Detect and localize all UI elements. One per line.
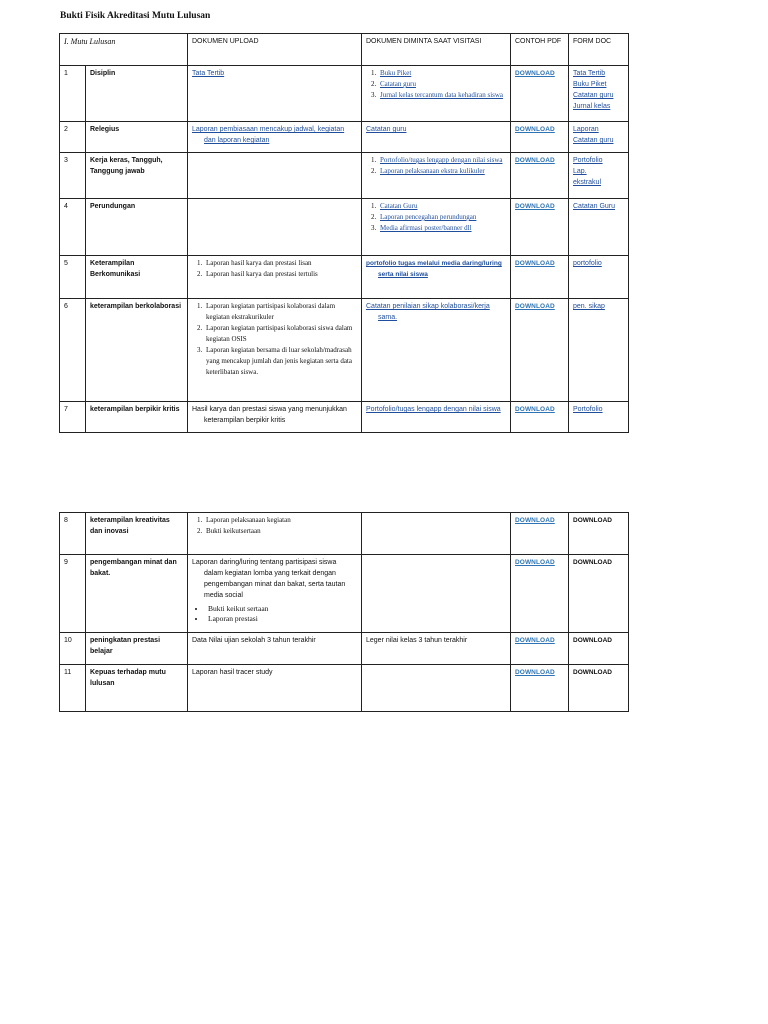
visit-link[interactable]: Laporan pelaksanaan ekstra kulikuler bbox=[380, 167, 485, 175]
upload-item: 2. Laporan hasil karya dan prestasi tertulis bbox=[204, 269, 357, 280]
visit-text: Leger nilai kelas 3 tahun terakhir bbox=[362, 633, 511, 665]
table-row bbox=[60, 199, 629, 256]
visit-link[interactable]: Media afirmasi poster/banner dll bbox=[380, 224, 472, 232]
table-header-row bbox=[60, 34, 629, 66]
visit-empty bbox=[362, 555, 511, 633]
upload-item: 2. Bukti keikutsertaan bbox=[204, 526, 357, 537]
visit-link[interactable]: Catatan guru bbox=[380, 80, 416, 88]
row-number: 4 bbox=[60, 199, 86, 256]
doc-link[interactable]: Tata Tertib bbox=[573, 70, 606, 77]
upload-list bbox=[192, 258, 357, 280]
upload-list bbox=[192, 515, 357, 537]
table-row bbox=[60, 513, 629, 555]
upload-text: Hasil karya dan prestasi siswa yang menunjukkan keterampilan berpikir kritis bbox=[192, 406, 347, 424]
upload-empty bbox=[188, 153, 362, 199]
row-criterion: keterampilan berkolaborasi bbox=[86, 299, 188, 402]
row-number: 6 bbox=[60, 299, 86, 402]
table-row bbox=[60, 256, 629, 299]
pdf-download-link[interactable]: DOWNLOAD bbox=[515, 406, 555, 413]
table-row bbox=[60, 153, 629, 199]
upload-link[interactable]: Tata Tertib bbox=[192, 70, 225, 77]
row-criterion: Disiplin bbox=[86, 66, 188, 122]
doc-link[interactable]: ekstrakul bbox=[573, 179, 602, 186]
upload-item: 1. Laporan hasil karya dan prestasi lisan bbox=[204, 258, 357, 269]
row-criterion: keterampilan kreativitas dan inovasi bbox=[86, 513, 188, 555]
visit-link[interactable]: Portofolio/tugas lengapp dengan nilai siswa bbox=[380, 156, 503, 164]
table-mutu-lulusan-part2 bbox=[59, 512, 629, 712]
upload-item: 1. Laporan kegiatan partisipasi kolaborasi dalam kegiatan ekstrakurikuler bbox=[204, 301, 357, 323]
upload-list bbox=[192, 301, 357, 378]
table-row bbox=[60, 299, 629, 402]
row-number: 10 bbox=[60, 633, 86, 665]
row-criterion: pengembangan minat dan bakat. bbox=[86, 555, 188, 633]
upload-bullet-item: • Bukti keikut sertaan bbox=[206, 604, 357, 614]
pdf-download-link[interactable]: DOWNLOAD bbox=[515, 303, 555, 310]
document-title: Bukti Fisik Akreditasi Mutu Lulusan bbox=[60, 11, 211, 21]
header-dokumen-visitasi: DOKUMEN DIMINTA SAAT VISITASI bbox=[362, 34, 511, 66]
doc-link[interactable]: Catatan Guru bbox=[573, 203, 616, 210]
visit-link[interactable]: Portofolio/tugas lengapp dengan nilai siswa bbox=[366, 406, 501, 413]
upload-bullet-list bbox=[192, 604, 357, 624]
doc-download-link[interactable]: DOWNLOAD bbox=[573, 669, 612, 676]
visit-link[interactable]: Buku Piket bbox=[380, 69, 412, 77]
row-criterion: keterampilan berpikir kritis bbox=[86, 402, 188, 433]
header-mutu-lulusan: I. Mutu Lulusan bbox=[60, 34, 188, 66]
doc-link[interactable]: Catatan guru bbox=[573, 92, 614, 99]
row-number: 3 bbox=[60, 153, 86, 199]
row-number: 8 bbox=[60, 513, 86, 555]
upload-empty bbox=[188, 199, 362, 256]
table-row bbox=[60, 402, 629, 433]
pdf-download-link[interactable]: DOWNLOAD bbox=[515, 517, 555, 524]
table-mutu-lulusan-part1 bbox=[59, 33, 629, 433]
visit-empty bbox=[362, 513, 511, 555]
row-number: 2 bbox=[60, 122, 86, 153]
visit-list bbox=[366, 68, 506, 101]
table-row bbox=[60, 122, 629, 153]
row-criterion: Keterampilan Berkomunikasi bbox=[86, 256, 188, 299]
visit-link[interactable]: Jurnal kelas tercantum data kehadiran siswa bbox=[380, 91, 504, 99]
row-number: 11 bbox=[60, 665, 86, 712]
upload-bullet-item: • Laporan prestasi bbox=[206, 614, 357, 624]
pdf-download-link[interactable]: DOWNLOAD bbox=[515, 157, 555, 164]
table-row bbox=[60, 555, 629, 633]
table-row bbox=[60, 66, 629, 122]
doc-link[interactable]: Portofolio bbox=[573, 157, 603, 164]
upload-text: Data Nilai ujian sekolah 3 tahun terakhir bbox=[188, 633, 362, 665]
upload-item: 1. Laporan pelaksanaan kegiatan bbox=[204, 515, 357, 526]
upload-item: 2. Laporan kegiatan partisipasi kolaborasi siswa dalam kegiatan OSIS bbox=[204, 323, 357, 345]
row-criterion: peningkatan prestasi belajar bbox=[86, 633, 188, 665]
header-dokumen-upload: DOKUMEN UPLOAD bbox=[188, 34, 362, 66]
row-number: 1 bbox=[60, 66, 86, 122]
pdf-download-link[interactable]: DOWNLOAD bbox=[515, 70, 555, 77]
doc-link[interactable]: Buku Piket bbox=[573, 81, 607, 88]
upload-link[interactable]: Laporan pembiasaan mencakup jadwal, kegiatan dan laporan kegiatan bbox=[192, 126, 345, 144]
header-form-doc: FORM DOC bbox=[569, 34, 629, 66]
upload-text: Laporan hasil tracer study bbox=[188, 665, 362, 712]
doc-link[interactable]: Laporan bbox=[573, 126, 599, 133]
visit-text bbox=[362, 665, 511, 712]
visit-link[interactable]: Catatan Guru bbox=[380, 202, 418, 210]
pdf-download-link[interactable]: DOWNLOAD bbox=[515, 203, 555, 210]
pdf-download-link[interactable]: DOWNLOAD bbox=[515, 637, 555, 644]
table-row bbox=[60, 633, 629, 665]
upload-text: Laporan daring/luring tentang partisipasi siswa dalam kegiatan lomba yang terkait dengan pengembangan minat dan bakat, serta tautan media social bbox=[192, 559, 346, 599]
doc-link[interactable]: Catatan guru bbox=[573, 137, 614, 144]
upload-item: 3. Laporan kegiatan bersama di luar sekolah/madrasah yang mencakup jumlah dan jenis kegiatan serta data keterlibatan siswa. bbox=[204, 345, 357, 378]
header-contoh-pdf: CONTOH PDF bbox=[511, 34, 569, 66]
doc-link[interactable]: Jurnal kelas bbox=[573, 103, 611, 110]
doc-link[interactable]: Lap. bbox=[573, 168, 587, 175]
doc-download-link[interactable]: DOWNLOAD bbox=[573, 559, 612, 566]
pdf-download-link[interactable]: DOWNLOAD bbox=[515, 260, 555, 267]
doc-link[interactable]: Portofolio bbox=[573, 406, 603, 413]
row-number: 7 bbox=[60, 402, 86, 433]
row-number: 9 bbox=[60, 555, 86, 633]
row-criterion: Kepuas terhadap mutu lulusan bbox=[86, 665, 188, 712]
row-criterion: Perundungan bbox=[86, 199, 188, 256]
visit-link[interactable]: Catatan guru bbox=[366, 126, 407, 133]
visit-list bbox=[366, 155, 506, 177]
pdf-download-link[interactable]: DOWNLOAD bbox=[515, 126, 555, 133]
pdf-download-link[interactable]: DOWNLOAD bbox=[515, 559, 555, 566]
row-criterion: Relegius bbox=[86, 122, 188, 153]
doc-link[interactable]: pen. sikap bbox=[573, 303, 605, 310]
pdf-download-link[interactable]: DOWNLOAD bbox=[515, 669, 555, 676]
visit-link[interactable]: portofolio tugas melalui media daring/luring serta nilai siswa bbox=[366, 260, 502, 278]
doc-download-link[interactable]: DOWNLOAD bbox=[573, 637, 612, 644]
table-row bbox=[60, 665, 629, 712]
visit-link[interactable]: Catatan penilaian sikap kolaborasi/kerja sama. bbox=[366, 303, 490, 321]
visit-list bbox=[366, 201, 506, 234]
row-number: 5 bbox=[60, 256, 86, 299]
doc-download-link[interactable]: DOWNLOAD bbox=[573, 517, 612, 524]
doc-link[interactable]: portofolio bbox=[573, 260, 602, 267]
visit-link[interactable]: Laporan pencegahan perundungan bbox=[380, 213, 477, 221]
row-criterion: Kerja keras, Tangguh, Tanggung jawab bbox=[86, 153, 188, 199]
